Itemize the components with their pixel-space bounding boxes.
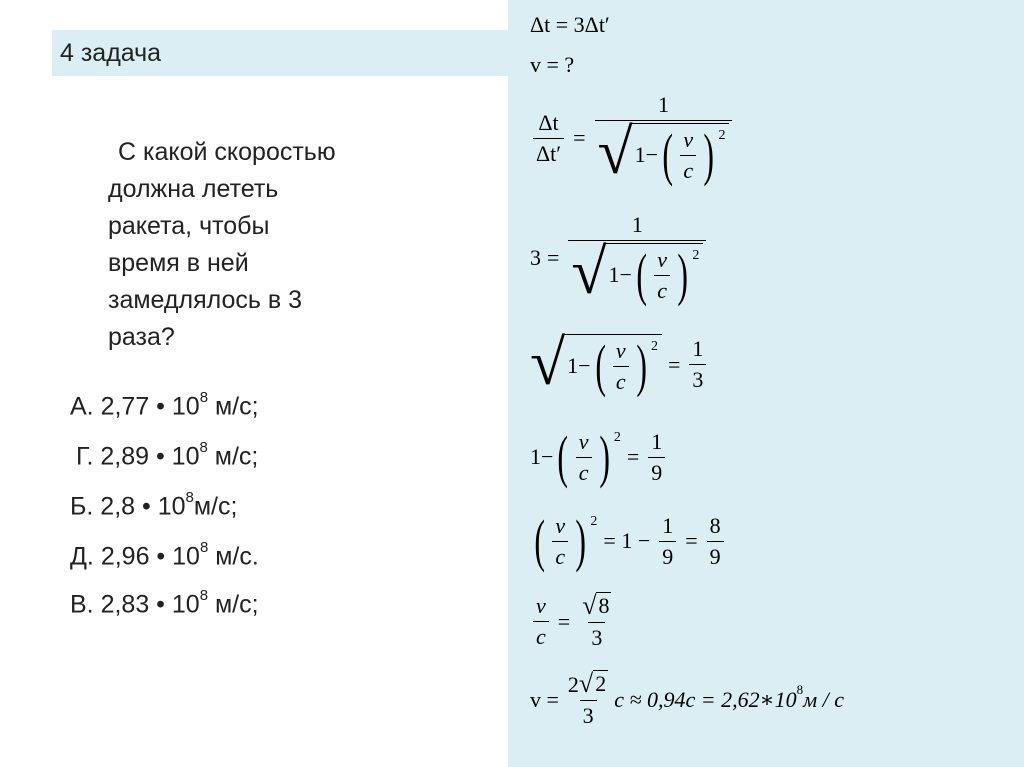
problem-line: С какой скоростью	[118, 138, 336, 166]
answer-option: В. 2,83 • $10^8$ м/с;	[70, 587, 259, 619]
answer-option: Д. 2,96 • $10^8$ м/с.	[70, 539, 259, 571]
given-velocity: v = ?	[530, 52, 575, 77]
slide-title: 4 задача	[60, 39, 162, 67]
given-time: Δt = 3Δt′	[530, 12, 610, 37]
equation-final: v = 2 √ 2 3 c ≈ 0,94c = 2,62∗10 8 м / с	[530, 669, 845, 728]
equation-ratio-squared: ( $\frac{v}{c}$ ) 2 = 1 − $\frac{1}{9}$ = $\frac{8}{9}$	[530, 512, 727, 570]
problem-line: раза?	[108, 323, 175, 351]
problem-text	[108, 134, 438, 356]
equation-substituted: 3 = 1 √ 1− ( $\frac{v}{c}$ ) 2	[530, 212, 709, 304]
answer-option: Г. 2,89 • $10^8$ м/с;	[76, 439, 259, 471]
problem-line: ракета, чтобы	[108, 212, 270, 240]
equation-ratio: $\frac{v}{c}$ = √ 8 3	[530, 592, 617, 651]
problem-line: время в ней	[108, 249, 249, 277]
answer-option: А. 2,77 • $10^8$ м/с;	[70, 389, 259, 421]
problem-line: должна лететь	[108, 175, 279, 203]
problem-line: замедлялось в 3	[108, 286, 302, 314]
answer-option: Б. 2,8 • $10^8м/с$;	[70, 489, 238, 521]
title-bar	[52, 30, 508, 76]
equation-root: √ 1− ( $\frac{v}{c}$ ) 2 = $\frac{1}{3}$	[530, 334, 709, 395]
equation-dilation: $\frac{\Delta t}{\Delta t'}$ = 1 √ 1− ( $\frac{v}{c}$ ) 2	[530, 92, 735, 184]
solution-panel	[508, 0, 1024, 767]
equation-squared: 1− ( $\frac{v}{c}$ ) 2 = $\frac{1}{9}$	[530, 428, 668, 486]
